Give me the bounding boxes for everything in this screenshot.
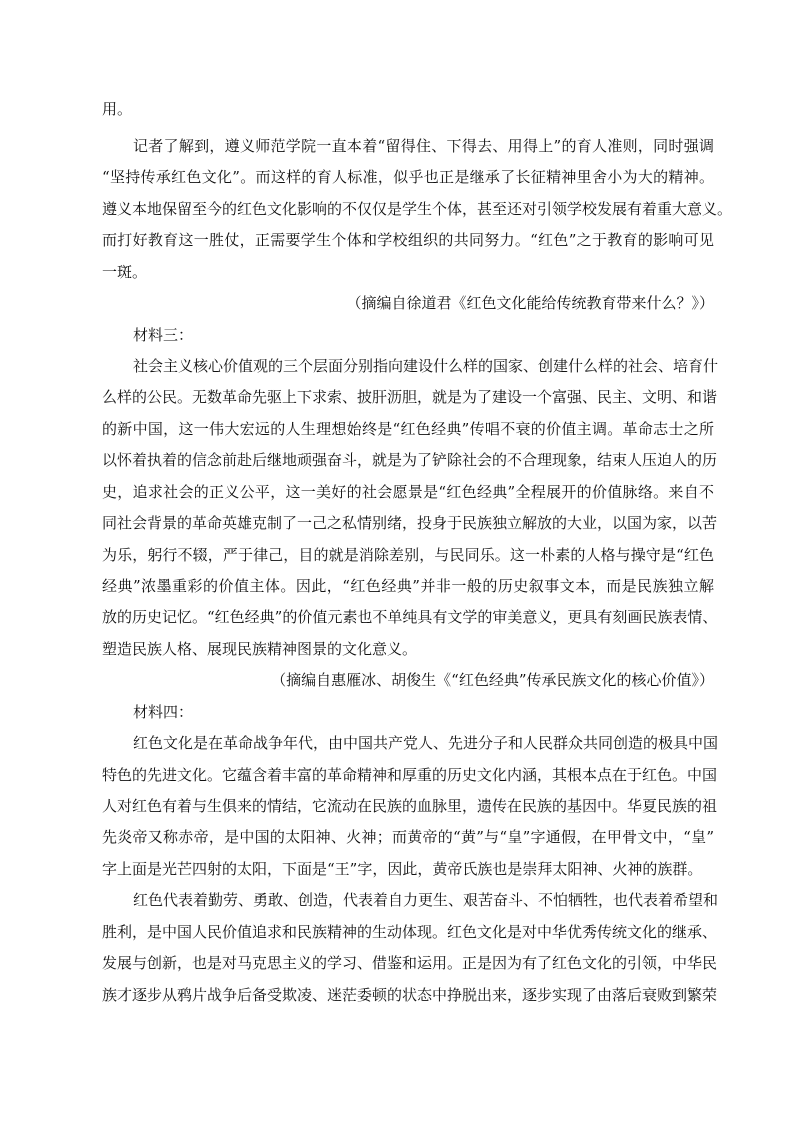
source-citation: （摘编自徐道君《红色文化能给传统教育带来什么？》） bbox=[346, 294, 714, 312]
paragraph-line: 记者了解到，遵义师范学院一直本着“留得住、下得去、用得上”的育人准则，同时强调 bbox=[133, 137, 714, 155]
paragraph-line: 么样的公民。无数革命先驱上下求索、披肝沥胆，就是为了建设一个富强、民主、文明、和谐 bbox=[102, 388, 718, 406]
paragraph-line: 史，追求社会的正义公平，这一美好的社会愿景是“红色经典”全程展开的价值脉络。来自不 bbox=[102, 483, 714, 501]
paragraph-line: “坚持传承红色文化”。而这样的育人标准，似乎也正是继承了长征精神里舍小为大的精神。 bbox=[102, 168, 714, 186]
paragraph-line: 以怀着执着的信念前赴后继地顽强奋斗，就是为了铲除社会的不合理现象，结束人压迫人的历 bbox=[102, 451, 718, 469]
source-citation: （摘编自惠雁冰、胡俊生《“红色经典”传承民族文化的核心价值》） bbox=[271, 671, 714, 689]
paragraph-line: 红色文化是在革命战争年代，由中国共产党人、先进分子和人民群众共同创造的极具中国 bbox=[133, 734, 719, 752]
paragraph-line: 族才逐步从鸦片战争后备受欺凌、迷茫委顿的状态中挣脱出来，逐步实现了由落后衰败到繁荣 bbox=[102, 986, 718, 1004]
paragraph-line: 红色代表着勤劳、勇敢、创造，代表着自力更生、艰苦奋斗、不怕牺牲，也代表着希望和 bbox=[133, 891, 719, 909]
paragraph-line: 发展与创新，也是对马克思主义的学习、借鉴和运用。正是因为有了红色文化的引领，中华民 bbox=[102, 954, 718, 972]
paragraph-line: 塑造民族人格、展现民族精神图景的文化意义。 bbox=[102, 640, 418, 658]
paragraph-line: 先炎帝又称赤帝，是中国的太阳神、火神；而黄帝的“黄”与“皇”字通假，在甲骨文中，“皇” bbox=[102, 828, 714, 846]
paragraph-line: 放的历史记忆。“红色经典”的价值元素也不单纯具有文学的审美意义，更具有刻画民族表情、 bbox=[102, 608, 718, 626]
paragraph-line: 字上面是光芒四射的太阳，下面是“王”字，因此，黄帝氏族也是崇拜太阳神、火神的族群。 bbox=[102, 860, 703, 878]
paragraph-line: 社会主义核心价值观的三个层面分别指向建设什么样的国家、创建什么样的社会、培育什 bbox=[133, 357, 719, 375]
paragraph-line: 一斑。 bbox=[102, 263, 148, 281]
paragraph-line: 特色的先进文化。它蕴含着丰富的革命精神和厚重的历史文化内涵，其根本点在于红色。中国 bbox=[102, 766, 718, 784]
paragraph-line: 经典”浓墨重彩的价值主体。因此，“红色经典”并非一般的历史叙事文本，而是民族独立解 bbox=[102, 577, 714, 595]
paragraph-line: 同社会背景的革命英雄克制了一己之私情别绪，投身于民族独立解放的大业，以国为家，以苦 bbox=[102, 514, 718, 532]
paragraph-line: 为乐，躬行不辍，严于律己，目的就是消除差别，与民同乐。这一朴素的人格与操守是“红色 bbox=[102, 546, 714, 564]
paragraph-line: 的新中国，这一伟大宏远的人生理想始终是“红色经典”传唱不衰的价值主调。革命志士之所 bbox=[102, 420, 714, 438]
paragraph-line: 用。 bbox=[102, 100, 133, 118]
section-heading: 材料三： bbox=[133, 326, 194, 344]
paragraph-line: 胜利，是中国人民价值追求和民族精神的生动体现。红色文化是对中华优秀传统文化的继承、 bbox=[102, 923, 718, 941]
paragraph-line: 而打好教育这一胜仗，正需要学生个体和学校组织的共同努力。“红色”之于教育的影响可见 bbox=[102, 231, 714, 249]
paragraph-line: 遵义本地保留至今的红色文化影响的不仅仅是学生个体，甚至还对引领学校发展有着重大意义。 bbox=[102, 200, 733, 218]
section-heading: 材料四： bbox=[133, 703, 194, 721]
paragraph-line: 人对红色有着与生俱来的情结，它流动在民族的血脉里，遗传在民族的基因中。华夏民族的祖 bbox=[102, 797, 718, 815]
